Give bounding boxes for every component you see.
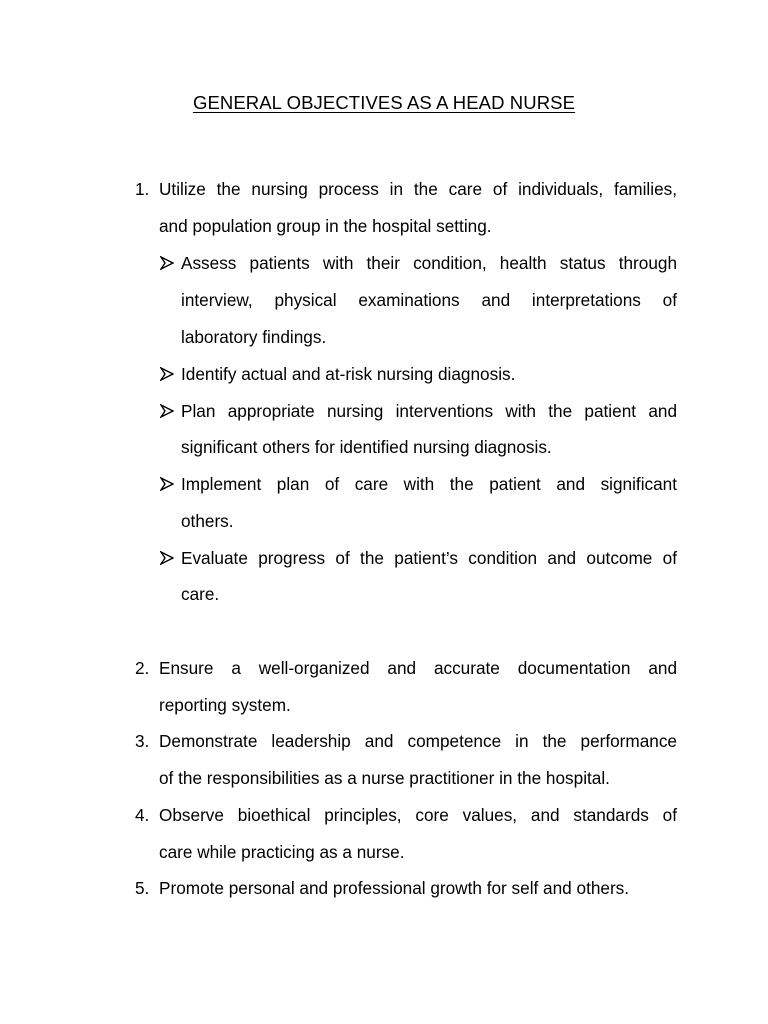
subitem-1-line-1: Assess patients with their condition, health status through: [181, 253, 677, 273]
item-4-line-2: care while practicing as a nurse.: [159, 842, 405, 862]
page-title-text: GENERAL OBJECTIVES AS A HEAD NURSE: [192, 92, 576, 113]
item-1-number: 1.: [135, 179, 150, 199]
item-4-number: 4.: [135, 805, 150, 825]
item-2-number: 2.: [135, 658, 150, 678]
page-title: [0, 92, 768, 114]
subitem-5-line-2: care.: [181, 584, 220, 604]
item-5-line-1: Promote personal and professional growth for self and others.: [159, 878, 630, 898]
arrow-bullet-icon: [160, 367, 174, 381]
item-2-line-1: Ensure a well-organized and accurate documentation and: [159, 658, 677, 678]
subitem-3-line-1: Plan appropriate nursing interventions with the patient and: [181, 401, 677, 421]
subitem-2-line-1: Identify actual and at-risk nursing diagnosis.: [181, 364, 516, 384]
item-3-number: 3.: [135, 731, 150, 751]
item-3-line-2: of the responsibilities as a nurse practitioner in the hospital.: [159, 768, 610, 788]
item-5-number: 5.: [135, 878, 150, 898]
item-2-line-2: reporting system.: [159, 695, 291, 715]
subitem-5-line-1: Evaluate progress of the patient’s condition and outcome of: [181, 548, 677, 568]
subitem-4-line-1: Implement plan of care with the patient and significant: [181, 474, 677, 494]
subitem-1-line-3: laboratory findings.: [181, 327, 327, 347]
item-1-line-2: and population group in the hospital setting.: [159, 216, 492, 236]
subitem-3-line-2: significant others for identified nursing diagnosis.: [181, 437, 552, 457]
subitem-1-line-2: interview, physical examinations and interpretations of: [181, 290, 677, 310]
arrow-bullet-icon: [160, 477, 174, 491]
arrow-bullet-icon: [160, 256, 174, 270]
item-3-line-1: Demonstrate leadership and competence in the performance: [159, 731, 677, 751]
item-4-line-1: Observe bioethical principles, core values, and standards of: [159, 805, 677, 825]
subitem-4-line-2: others.: [181, 511, 234, 531]
arrow-bullet-icon: [160, 551, 174, 565]
arrow-bullet-icon: [160, 404, 174, 418]
item-1-line-1: Utilize the nursing process in the care of individuals, families,: [159, 179, 677, 199]
